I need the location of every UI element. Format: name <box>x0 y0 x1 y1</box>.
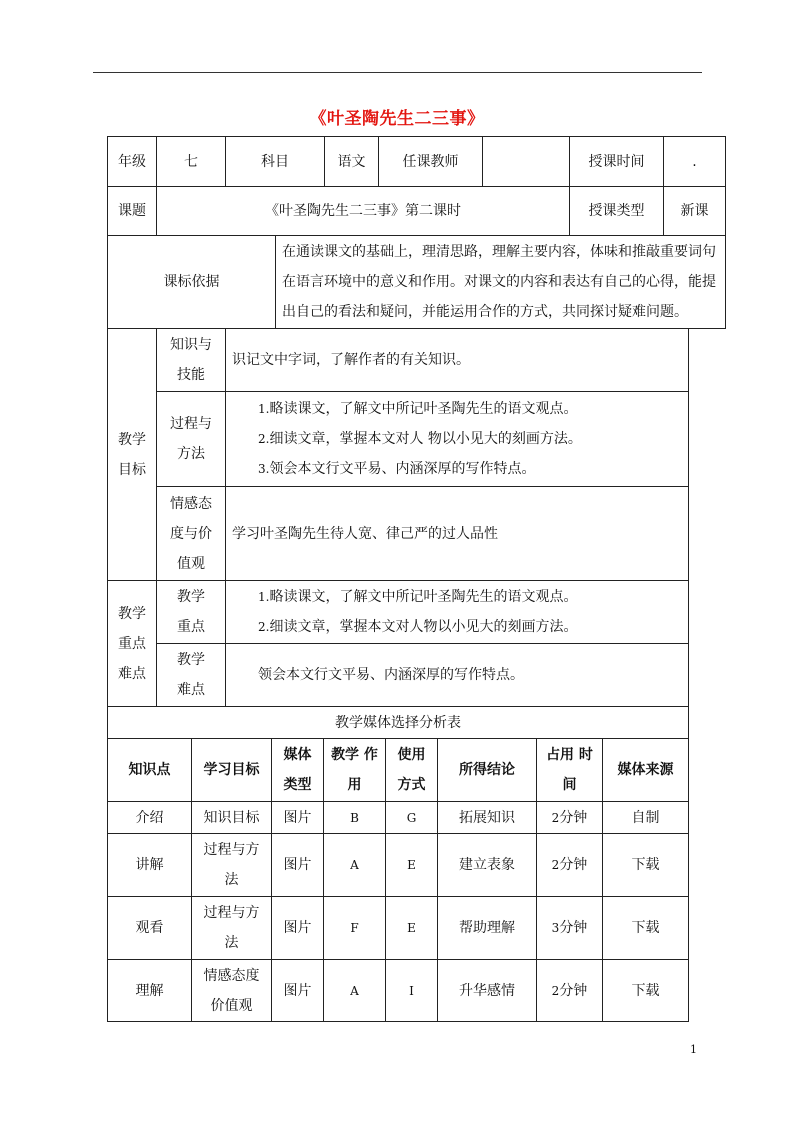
info-row-1 <box>108 137 726 187</box>
type-value: 新课 <box>664 187 726 236</box>
cell-result: 帮助理解 <box>438 897 537 960</box>
header-media-type: 媒体 类型 <box>272 739 324 802</box>
header-learning-goal: 学习目标 <box>192 739 272 802</box>
objectives-table <box>107 328 689 707</box>
cell-time: 2分钟 <box>537 802 603 834</box>
grade-label: 年级 <box>108 137 157 187</box>
knowledge-text: 识记文中字词，了解作者的有关知识。 <box>226 329 689 392</box>
table-row <box>108 960 689 1022</box>
emotion-label: 情感态 度与价 值观 <box>157 487 226 581</box>
cell-type: 图片 <box>272 834 324 897</box>
lesson-plan-table <box>107 136 726 329</box>
process-row <box>108 392 689 487</box>
cell-goal: 过程与方 法 <box>192 897 272 960</box>
basis-row <box>108 236 726 329</box>
cell-mode: E <box>386 834 438 897</box>
cell-time: 2分钟 <box>537 960 603 1022</box>
cell-mode: G <box>386 802 438 834</box>
media-table <box>107 706 689 1022</box>
cell-type: 图片 <box>272 802 324 834</box>
cell-source: 下载 <box>603 834 689 897</box>
objectives-label: 教学 目标 <box>108 329 157 581</box>
subject-value: 语文 <box>325 137 379 187</box>
cell-role: A <box>324 834 386 897</box>
cell-source: 自制 <box>603 802 689 834</box>
media-header-row <box>108 739 689 802</box>
teacher-value <box>483 137 570 187</box>
table-row <box>108 802 689 834</box>
process-label: 过程与 方法 <box>157 392 226 487</box>
difficulty-row <box>108 644 689 707</box>
header-usage-mode: 使用 方式 <box>386 739 438 802</box>
cell-goal: 过程与方 法 <box>192 834 272 897</box>
cell-goal: 情感态度 价值观 <box>192 960 272 1022</box>
focus-label: 教学 重点 难点 <box>108 581 157 707</box>
key-item-2: 2.细读文章，掌握本文对人物以小见大的刻画方法。 <box>258 619 578 635</box>
cell-time: 2分钟 <box>537 834 603 897</box>
cell-point: 介绍 <box>108 802 192 834</box>
key-item-1: 1.略读课文，了解文中所记叶圣陶先生的语文观点。 <box>258 589 578 605</box>
key-point-label: 教学 重点 <box>157 581 226 644</box>
difficulty-label: 教学 难点 <box>157 644 226 707</box>
table-row <box>108 834 689 897</box>
cell-role: A <box>324 960 386 1022</box>
table-row <box>108 897 689 960</box>
cell-source: 下载 <box>603 960 689 1022</box>
knowledge-label: 知识与 技能 <box>157 329 226 392</box>
cell-result: 建立表象 <box>438 834 537 897</box>
cell-type: 图片 <box>272 897 324 960</box>
key-point-row <box>108 581 689 644</box>
process-item-2: 2.细读文章，掌握本文对人 物以小见大的刻画方法。 <box>258 431 582 447</box>
cell-mode: E <box>386 897 438 960</box>
cell-goal: 知识目标 <box>192 802 272 834</box>
cell-source: 下载 <box>603 897 689 960</box>
basis-text: 在通读课文的基础上，理清思路，理解主要内容，体味和推敲重要词句在语言环境中的意义和作用。对课文的内容和表达有自己的心得，能提出自己的看法和疑问，并能运用合作的方式，共同探讨疑难问题。 <box>276 236 726 329</box>
cell-type: 图片 <box>272 960 324 1022</box>
media-caption: 教学媒体选择分析表 <box>108 707 689 739</box>
header-conclusion: 所得结论 <box>438 739 537 802</box>
header-teaching-role: 教学 作 用 <box>324 739 386 802</box>
topic-value: 《叶圣陶先生二三事》第二课时 <box>157 187 570 236</box>
cell-role: F <box>324 897 386 960</box>
process-items <box>226 392 689 487</box>
difficulty-text: 领会本文行文平易、内涵深厚的写作特点。 <box>226 644 689 707</box>
cell-role: B <box>324 802 386 834</box>
header-rule <box>93 72 702 73</box>
process-item-1: 1.略读课文，了解文中所记叶圣陶先生的语文观点。 <box>258 401 578 417</box>
subject-label: 科目 <box>226 137 325 187</box>
time-value: . <box>664 137 726 187</box>
basis-label: 课标依据 <box>108 236 276 329</box>
time-label: 授课时间 <box>570 137 664 187</box>
grade-value: 七 <box>157 137 226 187</box>
cell-time: 3分钟 <box>537 897 603 960</box>
emotion-row <box>108 487 689 581</box>
topic-label: 课题 <box>108 187 157 236</box>
cell-point: 讲解 <box>108 834 192 897</box>
info-row-2 <box>108 187 726 236</box>
document-title: 《叶圣陶先生二三事》 <box>309 109 485 129</box>
cell-result: 拓展知识 <box>438 802 537 834</box>
process-item-3: 3.领会本文行文平易、内涵深厚的写作特点。 <box>258 461 536 477</box>
emotion-text: 学习叶圣陶先生待人宽、律己严的过人品性 <box>226 487 689 581</box>
media-caption-row <box>108 707 689 739</box>
header-source: 媒体来源 <box>603 739 689 802</box>
cell-point: 观看 <box>108 897 192 960</box>
header-knowledge-point: 知识点 <box>108 739 192 802</box>
header-time: 占用 时 间 <box>537 739 603 802</box>
cell-mode: I <box>386 960 438 1022</box>
knowledge-row <box>108 329 689 392</box>
page-number: 1 <box>690 1043 697 1056</box>
cell-point: 理解 <box>108 960 192 1022</box>
teacher-label: 任课教师 <box>379 137 483 187</box>
key-point-items <box>226 581 689 644</box>
cell-result: 升华感情 <box>438 960 537 1022</box>
type-label: 授课类型 <box>570 187 664 236</box>
